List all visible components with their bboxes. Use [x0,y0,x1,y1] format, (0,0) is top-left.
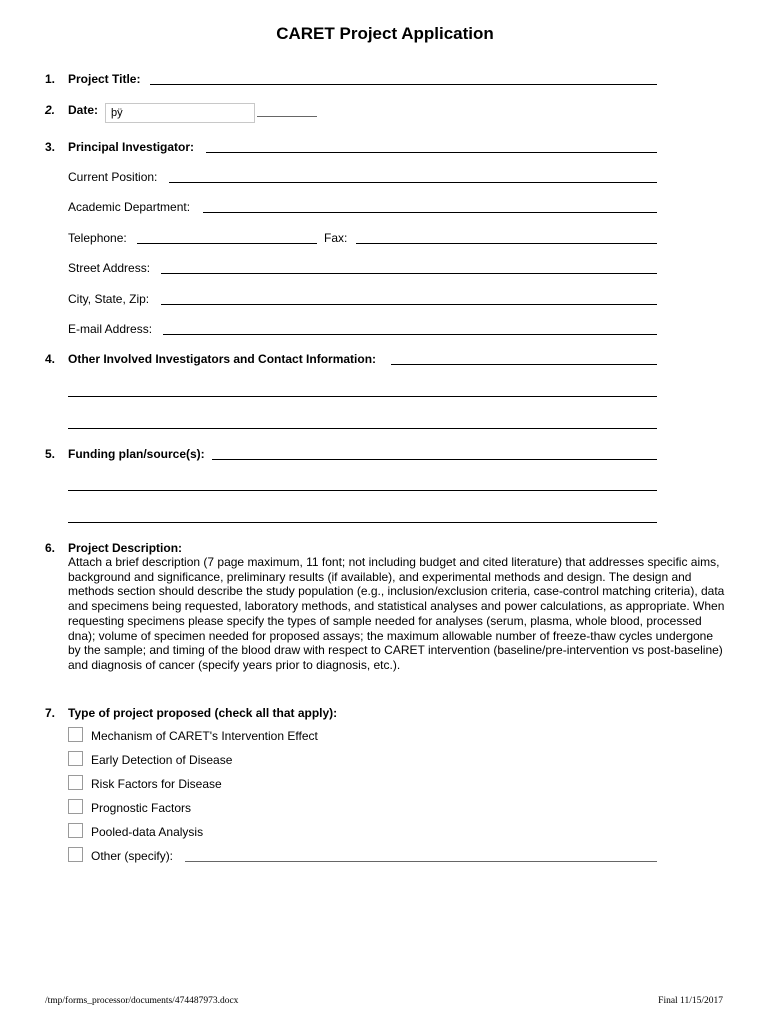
current-position-label: Current Position: [68,170,158,184]
option-mechanism: Mechanism of CARET's Intervention Effect [91,729,318,743]
footer-version: Final 11/15/2017 [658,996,723,1006]
checkbox-early-detection[interactable] [68,751,83,766]
q6-number: 6. [45,541,56,555]
funding-field[interactable] [212,459,657,460]
q1-number: 1. [45,72,56,86]
telephone-label: Telephone: [68,231,127,245]
fax-field[interactable] [356,243,657,244]
q7-label: Type of project proposed (check all that apply): [68,706,338,720]
footer-file-path: /tmp/forms_processor/documents/474487973.docx [45,996,239,1006]
street-address-field[interactable] [161,273,657,274]
q4-number: 4. [45,352,56,366]
other-investigators-field[interactable] [391,364,657,365]
other-investigators-line-2[interactable] [68,396,657,397]
city-state-zip-label: City, State, Zip: [68,292,150,306]
email-address-label: E-mail Address: [68,322,153,336]
academic-department-label: Academic Department: [68,200,191,214]
project-title-field[interactable] [150,84,657,85]
checkbox-prognostic[interactable] [68,799,83,814]
q3-label: Principal Investigator: [68,140,195,154]
q3-number: 3. [45,140,56,154]
city-state-zip-field[interactable] [161,304,657,305]
option-pooled-data: Pooled-data Analysis [91,825,204,839]
funding-line-2[interactable] [68,490,657,491]
date-underline [257,116,317,117]
principal-investigator-field[interactable] [206,152,657,153]
project-description-text: Attach a brief description (7 page maximum, 11 font; not including budget and cited literature) that addresses specific aims, background and significance, preliminary results (if available), and experimental methods and design. The design and methods section should describe the study population (e.g., inclusion/exclusion criteria, case-control matching criteria), data and specimens being requested, laboratory methods, and statistical analyses and power calculations, as appropriate. When requesting specimens please specify the types of sample needed for analyses (serum, plasma, whole blood, processed dna); volume of specimen needed for proposed assays; the maximum allowable number of freeze-thaw cycles undergone by the sample; and timing of the blood draw with respect to CARET intervention (baseline/pre-intervention vs post-baseline) and diagnosis of cancer (specify years prior to diagnosis, etc.). [68,555,725,672]
email-address-field[interactable] [163,334,657,335]
q4-label: Other Involved Investigators and Contact Information: [68,352,377,366]
street-address-label: Street Address: [68,261,151,275]
q6-label: Project Description: [68,541,183,555]
q2-number: 2. [45,103,56,117]
current-position-field[interactable] [169,182,657,183]
academic-department-field[interactable] [203,212,657,213]
checkbox-other[interactable] [68,847,83,862]
q5-label: Funding plan/source(s): [68,447,205,461]
other-investigators-line-3[interactable] [68,428,657,429]
date-input[interactable]: þÿ [105,103,255,123]
option-early-detection: Early Detection of Disease [91,753,233,767]
q7-number: 7. [45,706,56,720]
option-risk-factors: Risk Factors for Disease [91,777,222,791]
checkbox-mechanism[interactable] [68,727,83,742]
q2-label: Date: [68,103,99,117]
option-other: Other (specify): [91,849,174,863]
page-title: CARET Project Application [276,24,494,43]
q1-label: Project Title: [68,72,141,86]
funding-line-3[interactable] [68,522,657,523]
other-specify-field[interactable] [185,861,657,862]
fax-label: Fax: [324,231,348,245]
checkbox-risk-factors[interactable] [68,775,83,790]
telephone-field[interactable] [137,243,317,244]
q5-number: 5. [45,447,56,461]
checkbox-pooled-data[interactable] [68,823,83,838]
option-prognostic: Prognostic Factors [91,801,192,815]
